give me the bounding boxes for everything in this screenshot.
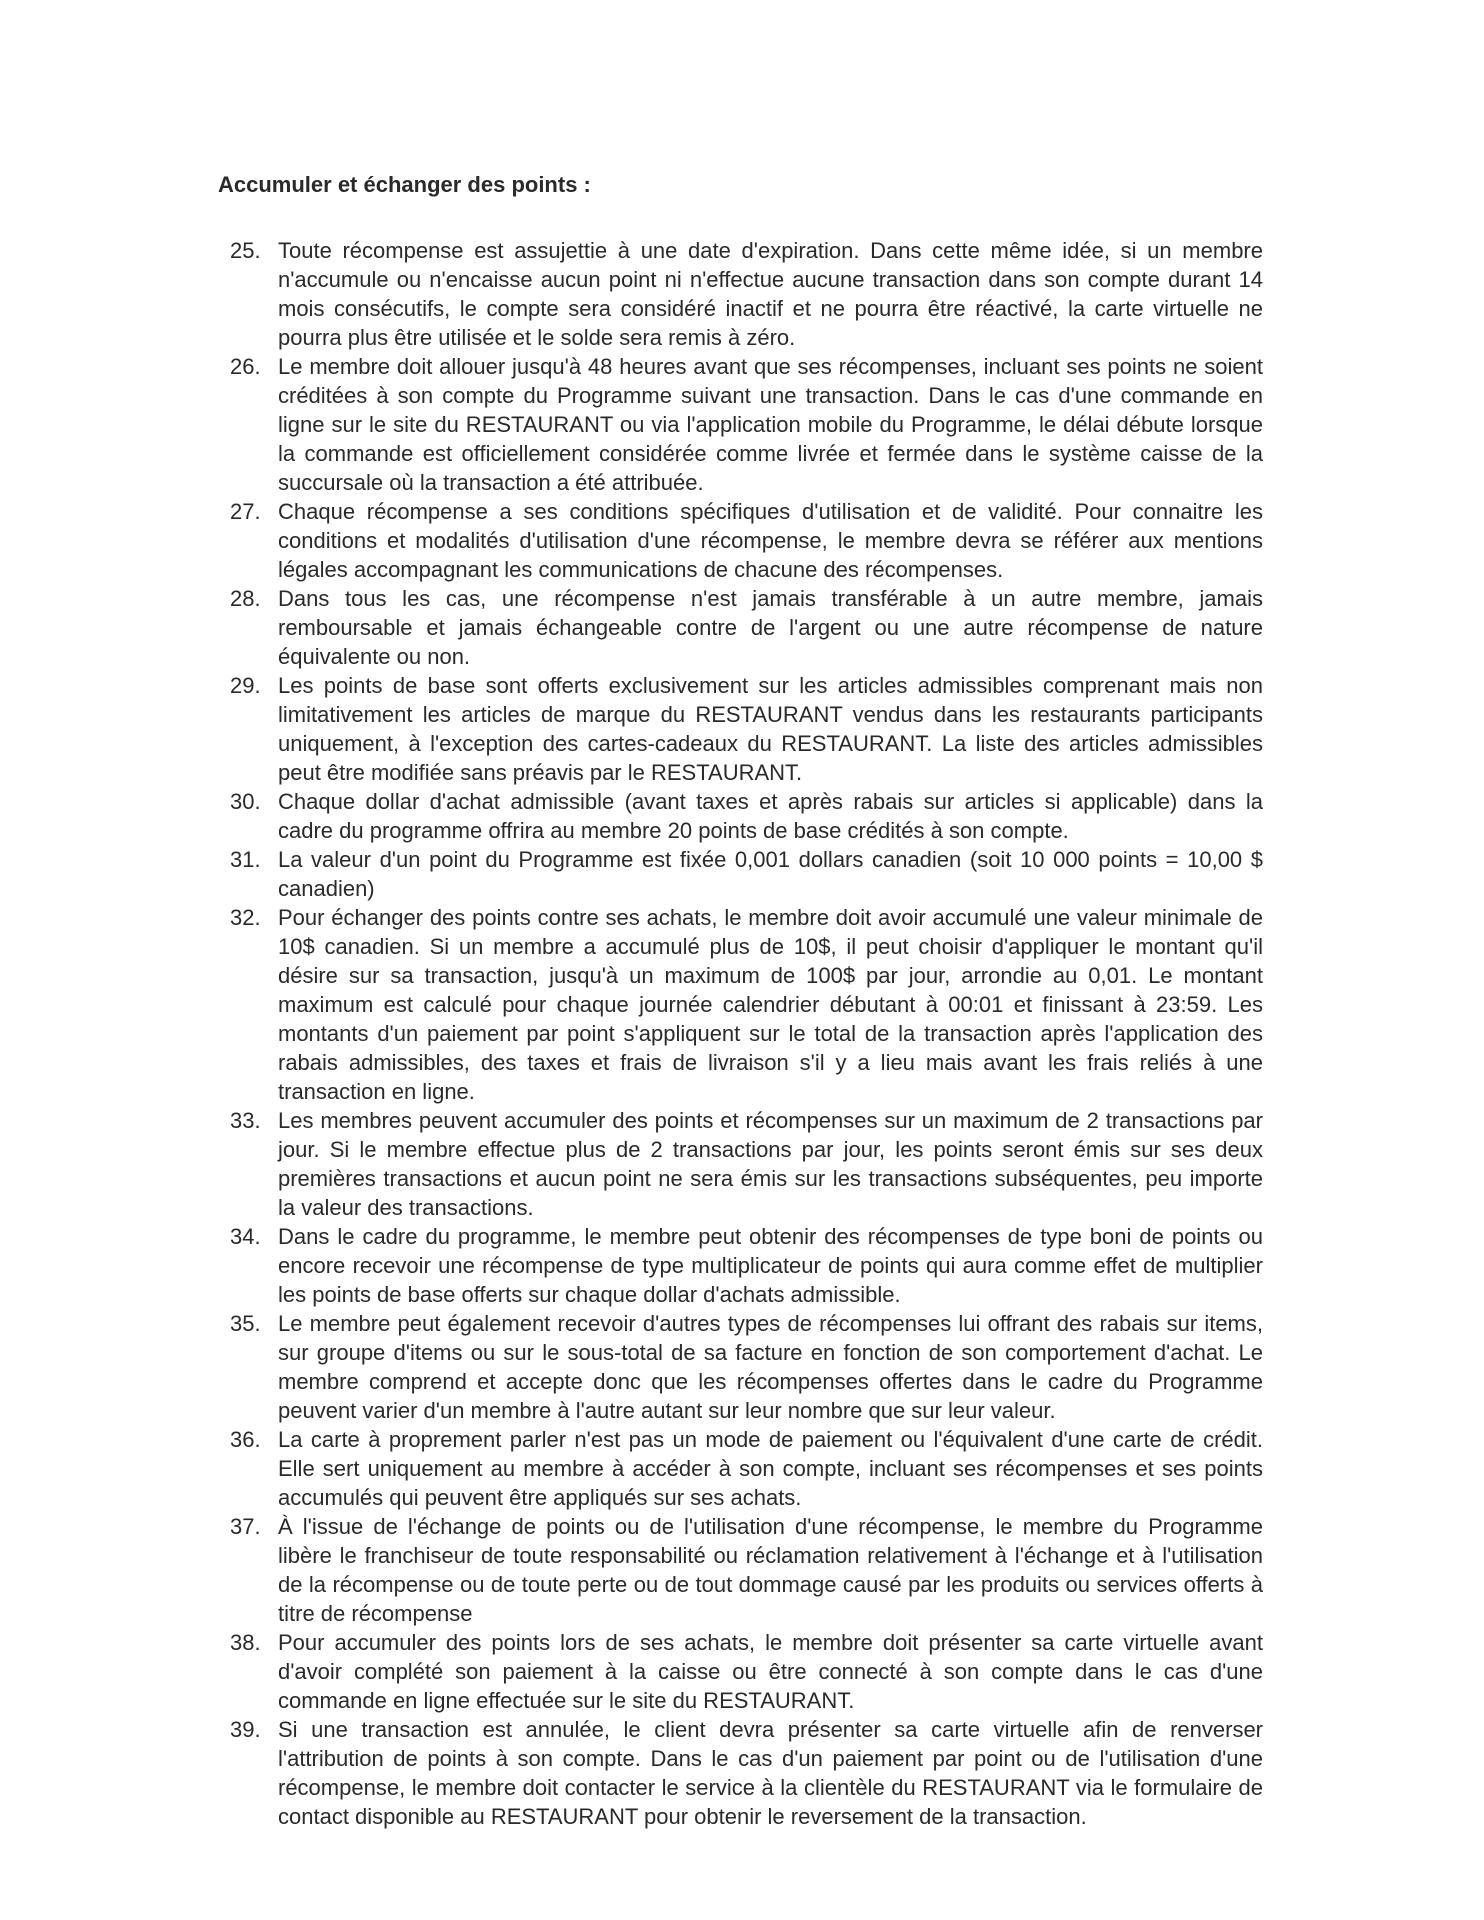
item-text: Le membre doit allouer jusqu'à 48 heures avant que ses récompenses, incluant ses points ne soient créditées à son compte du Programme suivant une transaction. Dans le cas d'une commande en ligne sur le site du RESTAURANT ou via l'application mobile du Programme, le délai débute lorsque la commande est officiellement considérée comme livrée et fermée dans le système caisse de la succursale où la transaction a été attribuée. <box>278 354 1263 495</box>
list-item <box>230 1222 1263 1309</box>
list-item <box>230 903 1263 1106</box>
item-number: 38. <box>230 1630 261 1655</box>
list-item <box>230 1106 1263 1222</box>
list-item <box>230 497 1263 584</box>
list-item <box>230 1309 1263 1425</box>
item-text: Chaque récompense a ses conditions spécifiques d'utilisation et de validité. Pour connaitre les conditions et modalités d'utilisation d'une récompense, le membre devra se référer aux mentions légales accompagnant les communications de chacune des récompenses. <box>278 499 1263 582</box>
item-number: 26. <box>230 354 261 379</box>
item-number: 25. <box>230 238 261 263</box>
list-item <box>230 352 1263 497</box>
item-text: Si une transaction est annulée, le client devra présenter sa carte virtuelle afin de renverser l'attribution de points à son compte. Dans le cas d'un paiement par point ou de l'utilisation d'une récompense, le membre doit contacter le service à la clientèle du RESTAURANT via le formulaire de contact disponible au RESTAURANT pour obtenir le reversement de la transaction. <box>278 1717 1263 1829</box>
item-number: 34. <box>230 1224 261 1249</box>
item-number: 32. <box>230 905 261 930</box>
item-text: Dans le cadre du programme, le membre peut obtenir des récompenses de type boni de points ou encore recevoir une récompense de type multiplicateur de points qui aura comme effet de multiplier les points de base offerts sur chaque dollar d'achats admissible. <box>278 1224 1263 1307</box>
item-text: Les membres peuvent accumuler des points et récompenses sur un maximum de 2 transactions par jour. Si le membre effectue plus de 2 transactions par jour, les points seront émis sur ses deux premières transactions et aucun point ne sera émis sur les transactions subséquentes, peu importe la valeur des transactions. <box>278 1108 1263 1220</box>
item-text: La carte à proprement parler n'est pas un mode de paiement ou l'équivalent d'une carte de crédit. Elle sert uniquement au membre à accéder à son compte, incluant ses récompenses et ses points accumulés qui peuvent être appliqués sur ses achats. <box>278 1427 1263 1510</box>
list-item <box>230 1628 1263 1715</box>
list-item <box>230 1715 1263 1831</box>
terms-list <box>230 236 1263 1831</box>
item-number: 36. <box>230 1427 261 1452</box>
item-number: 33. <box>230 1108 261 1133</box>
item-text: Les points de base sont offerts exclusivement sur les articles admissibles comprenant mais non limitativement les articles de marque du RESTAURANT vendus dans les restaurants participants uniquement, à l'exception des cartes-cadeaux du RESTAURANT. La liste des articles admissibles peut être modifiée sans préavis par le RESTAURANT. <box>278 673 1263 785</box>
item-number: 31. <box>230 847 261 872</box>
item-text: La valeur d'un point du Programme est fixée 0,001 dollars canadien (soit 10 000 points = 10,00 $ canadien) <box>278 847 1263 901</box>
item-number: 39. <box>230 1717 261 1742</box>
list-item <box>230 584 1263 671</box>
section-heading: Accumuler et échanger des points : <box>218 172 591 197</box>
item-text: Le membre peut également recevoir d'autres types de récompenses lui offrant des rabais sur items, sur groupe d'items ou sur le sous-total de sa facture en fonction de son comportement d'achat. Le membre comprend et accepte donc que les récompenses offertes dans le cadre du Programme peuvent varier d'un membre à l'autre autant sur leur nombre que sur leur valeur. <box>278 1311 1263 1423</box>
list-item <box>230 1512 1263 1628</box>
item-text: Chaque dollar d'achat admissible (avant taxes et après rabais sur articles si applicable) dans la cadre du programme offrira au membre 20 points de base crédités à son compte. <box>278 789 1263 843</box>
item-number: 27. <box>230 499 261 524</box>
item-number: 37. <box>230 1514 261 1539</box>
item-text: À l'issue de l'échange de points ou de l'utilisation d'une récompense, le membre du Programme libère le franchiseur de toute responsabilité ou réclamation relativement à l'échange et à l'utilisation de la récompense ou de toute perte ou de tout dommage causé par les produits ou services offerts à titre de récompense <box>278 1514 1263 1626</box>
item-number: 35. <box>230 1311 261 1336</box>
list-item <box>230 671 1263 787</box>
item-number: 29. <box>230 673 261 698</box>
item-text: Toute récompense est assujettie à une date d'expiration. Dans cette même idée, si un membre n'accumule ou n'encaisse aucun point ni n'effectue aucune transaction dans son compte durant 14 mois consécutifs, le compte sera considéré inactif et ne pourra être réactivé, la carte virtuelle ne pourra plus être utilisée et le solde sera remis à zéro. <box>278 238 1263 350</box>
list-item <box>230 236 1263 352</box>
item-text: Pour échanger des points contre ses achats, le membre doit avoir accumulé une valeur minimale de 10$ canadien. Si un membre a accumulé plus de 10$, il peut choisir d'appliquer le montant qu'il désire sur sa transaction, jusqu'à un maximum de 100$ par jour, arrondie au 0,01. Le montant maximum est calculé pour chaque journée calendrier débutant à 00:01 et finissant à 23:59. Les montants d'un paiement par point s'appliquent sur le total de la transaction après l'application des rabais admissibles, des taxes et frais de livraison s'il y a lieu mais avant les frais reliés à une transaction en ligne. <box>278 905 1263 1104</box>
list-item <box>230 1425 1263 1512</box>
item-number: 28. <box>230 586 261 611</box>
list-item <box>230 787 1263 845</box>
item-text: Pour accumuler des points lors de ses achats, le membre doit présenter sa carte virtuelle avant d'avoir complété son paiement à la caisse ou être connecté à son compte dans le cas d'une commande en ligne effectuée sur le site du RESTAURANT. <box>278 1630 1263 1713</box>
item-text: Dans tous les cas, une récompense n'est jamais transférable à un autre membre, jamais remboursable et jamais échangeable contre de l'argent ou une autre récompense de nature équivalente ou non. <box>278 586 1263 669</box>
list-item <box>230 845 1263 903</box>
item-number: 30. <box>230 789 261 814</box>
